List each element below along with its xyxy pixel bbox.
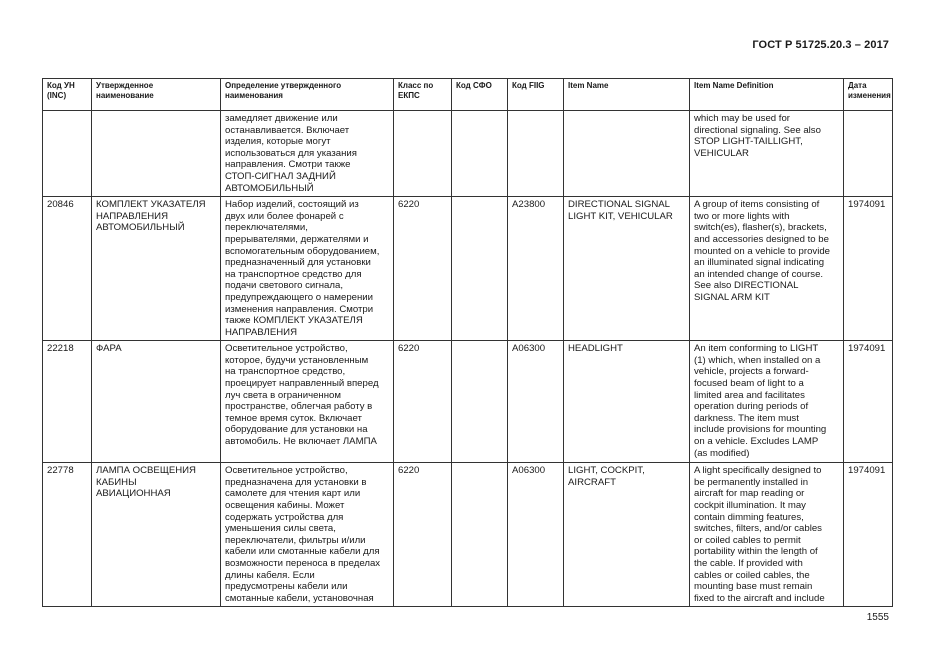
cell-item-name: DIRECTIONAL SIGNAL LIGHT KIT, VEHICULAR <box>564 197 690 341</box>
column-header-item-name: Item Name <box>564 79 690 111</box>
cell-definition-ru: Осветительное устройство, которое, будучи установленным на транспортное средство, проецирует направленный вперед луч света в ограниченном пространстве, облегчая работу в темное время суток. Включает оборудование для установки на автомобиль. Не включает ЛАМПА <box>221 341 394 463</box>
cell-definition-ru: Набор изделий, состоящий из двух или более фонарей с переключателями, прерывателями, держателями и вспомогательным оборудованием, предназначенный для установки на транспортное средство для подачи светового сигнала, предупреждающего о намерении изменения направления. Смотри также КОМПЛЕКТ УКАЗАТЕЛЯ НАПРАВЛЕНИЯ <box>221 197 394 341</box>
cell-fiig-code: A06300 <box>508 463 564 607</box>
cell-class <box>394 111 452 197</box>
cell-inc: 22218 <box>43 341 92 463</box>
cell-item-definition: A light specifically designed to be permanently installed in aircraft for map reading or cockpit illumination. It may contain dimming features, switches, filters, and/or cables or coiled cables to permit portability within the length of the cable. If provided with cables or coiled cables, the mounting base must remain fixed to the aircraft and include <box>690 463 844 607</box>
column-header-item-definition: Item Name Definition <box>690 79 844 111</box>
cell-approved-name: КОМПЛЕКТ УКАЗАТЕЛЯ НАПРАВЛЕНИЯ АВТОМОБИЛЬНЫЙ <box>92 197 221 341</box>
cell-item-name: LIGHT, COCKPIT, AIRCRAFT <box>564 463 690 607</box>
cell-approved-name: ФАРА <box>92 341 221 463</box>
cell-sfo-code <box>452 197 508 341</box>
cell-fiig-code: A06300 <box>508 341 564 463</box>
cell-change-date: 1974091 <box>844 463 893 607</box>
cell-sfo-code <box>452 111 508 197</box>
cell-class: 6220 <box>394 463 452 607</box>
table-row <box>43 463 893 607</box>
cell-inc: 20846 <box>43 197 92 341</box>
cell-class: 6220 <box>394 341 452 463</box>
table-row <box>43 111 893 197</box>
document-code: ГОСТ Р 51725.20.3 – 2017 <box>752 39 889 51</box>
column-header-sfo-code: Код СФО <box>452 79 508 111</box>
cell-item-name: HEADLIGHT <box>564 341 690 463</box>
cell-inc: 22778 <box>43 463 92 607</box>
table-header-row <box>43 79 893 111</box>
cell-item-definition: An item conforming to LIGHT (1) which, when installed on a vehicle, projects a forward- focused beam of light to a limited area and facilitates operation during periods of darkness. The item must include provisions for mounting on a vehicle. Excludes LAMP (as modified) <box>690 341 844 463</box>
column-header-definition-ru: Определение утвержденного наименования <box>221 79 394 111</box>
cell-fiig-code: A23800 <box>508 197 564 341</box>
cell-approved-name <box>92 111 221 197</box>
nomenclature-table <box>42 78 893 607</box>
cell-change-date <box>844 111 893 197</box>
cell-sfo-code <box>452 463 508 607</box>
cell-change-date: 1974091 <box>844 341 893 463</box>
cell-approved-name: ЛАМПА ОСВЕЩЕНИЯ КАБИНЫ АВИАЦИОННАЯ <box>92 463 221 607</box>
cell-inc <box>43 111 92 197</box>
column-header-inc: Код УН (INC) <box>43 79 92 111</box>
cell-change-date: 1974091 <box>844 197 893 341</box>
cell-item-name <box>564 111 690 197</box>
column-header-class: Класс по ЕКПС <box>394 79 452 111</box>
cell-sfo-code <box>452 341 508 463</box>
cell-class: 6220 <box>394 197 452 341</box>
cell-item-definition: A group of items consisting of two or more lights with switch(es), flasher(s), brackets, and accessories designed to be mounted on a vehicle to provide an illuminated signal indicating an intended change of course. See also DIRECTIONAL SIGNAL ARM KIT <box>690 197 844 341</box>
cell-item-definition: which may be used for directional signaling. See also STOP LIGHT-TAILLIGHT, VEHICULAR <box>690 111 844 197</box>
cell-fiig-code <box>508 111 564 197</box>
page-number: 1555 <box>866 612 889 623</box>
table-row <box>43 197 893 341</box>
column-header-fiig-code: Код FIIG <box>508 79 564 111</box>
table-row <box>43 341 893 463</box>
cell-definition-ru: Осветительное устройство, предназначена для установки в самолете для чтения карт или освещения кабины. Может содержать устройства для уменьшения силы света, переключатели, фильтры и/или кабели или смотанные кабели для возможности переноса в пределах длины кабеля. Если предусмотрены кабели или смотанные кабели, установочная <box>221 463 394 607</box>
column-header-approved-name: Утвержденное наименование <box>92 79 221 111</box>
column-header-change-date: Дата изменения <box>844 79 893 111</box>
cell-definition-ru: замедляет движение или останавливается. Включает изделия, которые могут использоваться для указания направления. Смотри также СТОП-СИГНАЛ ЗАДНИЙ АВТОМОБИЛЬНЫЙ <box>221 111 394 197</box>
